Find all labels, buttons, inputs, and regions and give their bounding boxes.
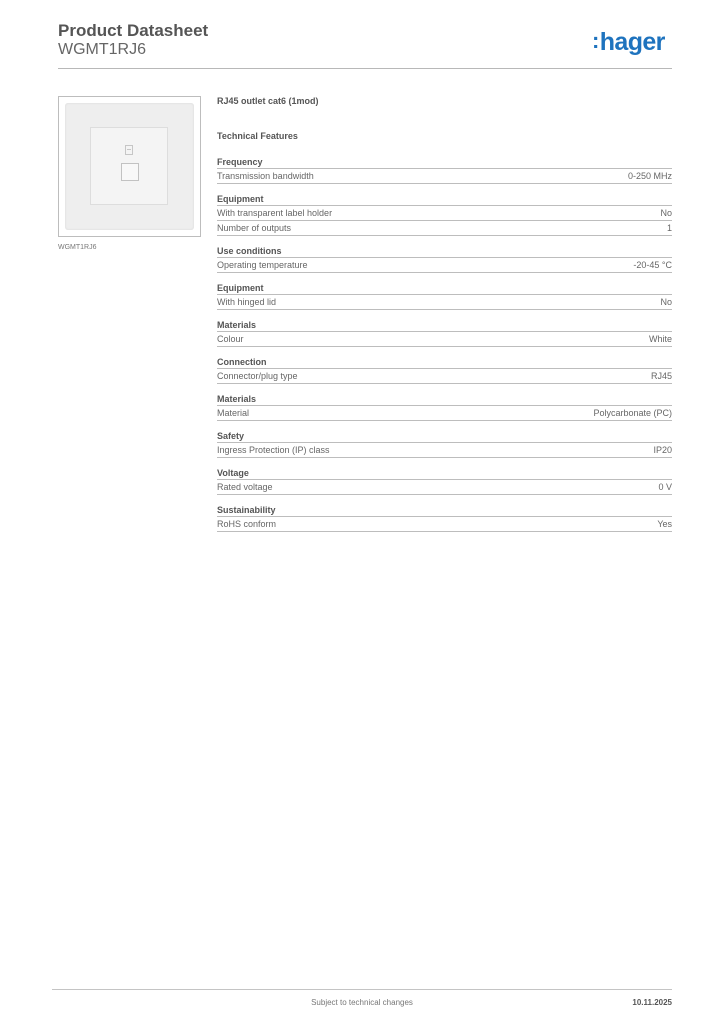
spec-value: 0-250 MHz bbox=[627, 171, 672, 181]
spec-group bbox=[217, 142, 672, 184]
spec-group-title: Connection bbox=[217, 347, 672, 369]
spec-group-title: Sustainability bbox=[217, 495, 672, 517]
spec-value: No bbox=[660, 208, 672, 218]
spec-value: White bbox=[648, 334, 672, 344]
spec-group bbox=[217, 384, 672, 421]
spec-row bbox=[217, 517, 672, 532]
spec-groups bbox=[217, 142, 672, 532]
spec-value: Yes bbox=[657, 519, 672, 529]
spec-row bbox=[217, 332, 672, 347]
spec-row bbox=[217, 295, 672, 310]
footer-note: Subject to technical changes bbox=[311, 998, 413, 1007]
spec-label: Ingress Protection (IP) class bbox=[217, 445, 330, 455]
spec-value: Polycarbonate (PC) bbox=[593, 408, 672, 418]
outlet-plate-icon bbox=[65, 103, 194, 230]
rj45-socket-icon bbox=[121, 163, 139, 181]
spec-group bbox=[217, 495, 672, 532]
spec-label: With hinged lid bbox=[217, 297, 277, 307]
spec-row bbox=[217, 169, 672, 184]
spec-row bbox=[217, 369, 672, 384]
spec-row bbox=[217, 258, 672, 273]
spec-group-title: Voltage bbox=[217, 458, 672, 480]
spec-group-title: Use conditions bbox=[217, 236, 672, 258]
logo-dots-icon: : bbox=[592, 28, 599, 53]
spec-label: Rated voltage bbox=[217, 482, 273, 492]
spec-label: Material bbox=[217, 408, 250, 418]
outlet-insert bbox=[90, 127, 168, 205]
spec-row bbox=[217, 406, 672, 421]
spec-value: 0 V bbox=[658, 482, 672, 492]
spec-group bbox=[217, 310, 672, 347]
spec-group-title: Equipment bbox=[217, 184, 672, 206]
logo-text: hager bbox=[599, 28, 665, 56]
spec-label: Number of outputs bbox=[217, 223, 292, 233]
page-header bbox=[58, 21, 208, 59]
image-caption: WGMT1RJ6 bbox=[58, 244, 97, 251]
header-divider bbox=[58, 68, 672, 69]
spec-row bbox=[217, 206, 672, 221]
product-reference: WGMT1RJ6 bbox=[58, 41, 146, 58]
spec-group bbox=[217, 458, 672, 495]
spec-group bbox=[217, 236, 672, 273]
spec-group bbox=[217, 347, 672, 384]
spec-value: No bbox=[660, 297, 672, 307]
spec-label: Connector/plug type bbox=[217, 371, 298, 381]
page-title: Product Datasheet bbox=[58, 21, 209, 40]
spec-label: Transmission bandwidth bbox=[217, 171, 314, 181]
features-title: Technical Features bbox=[217, 131, 298, 141]
spec-group-title: Safety bbox=[217, 421, 672, 443]
specifications bbox=[217, 95, 672, 532]
spec-row bbox=[217, 443, 672, 458]
product-name: RJ45 outlet cat6 (1mod) bbox=[217, 96, 319, 106]
footer-divider bbox=[52, 989, 672, 990]
spec-group bbox=[217, 273, 672, 310]
spec-value: -20-45 °C bbox=[633, 260, 672, 270]
spec-group bbox=[217, 184, 672, 236]
spec-group bbox=[217, 421, 672, 458]
spec-label: RoHS conform bbox=[217, 519, 277, 529]
footer-date: 10.11.2025 bbox=[632, 998, 672, 1007]
spec-label: Operating temperature bbox=[217, 260, 308, 270]
hager-logo bbox=[592, 28, 665, 57]
spec-row bbox=[217, 221, 672, 236]
spec-value: IP20 bbox=[653, 445, 672, 455]
product-image bbox=[58, 96, 201, 237]
spec-row bbox=[217, 480, 672, 495]
spec-group-title: Frequency bbox=[217, 142, 672, 169]
spec-label: Colour bbox=[217, 334, 244, 344]
spec-label: With transparent label holder bbox=[217, 208, 333, 218]
spec-group-title: Materials bbox=[217, 384, 672, 406]
label-holder-icon bbox=[125, 145, 133, 155]
spec-value: 1 bbox=[666, 223, 672, 233]
spec-group-title: Equipment bbox=[217, 273, 672, 295]
spec-value: RJ45 bbox=[650, 371, 672, 381]
spec-group-title: Materials bbox=[217, 310, 672, 332]
